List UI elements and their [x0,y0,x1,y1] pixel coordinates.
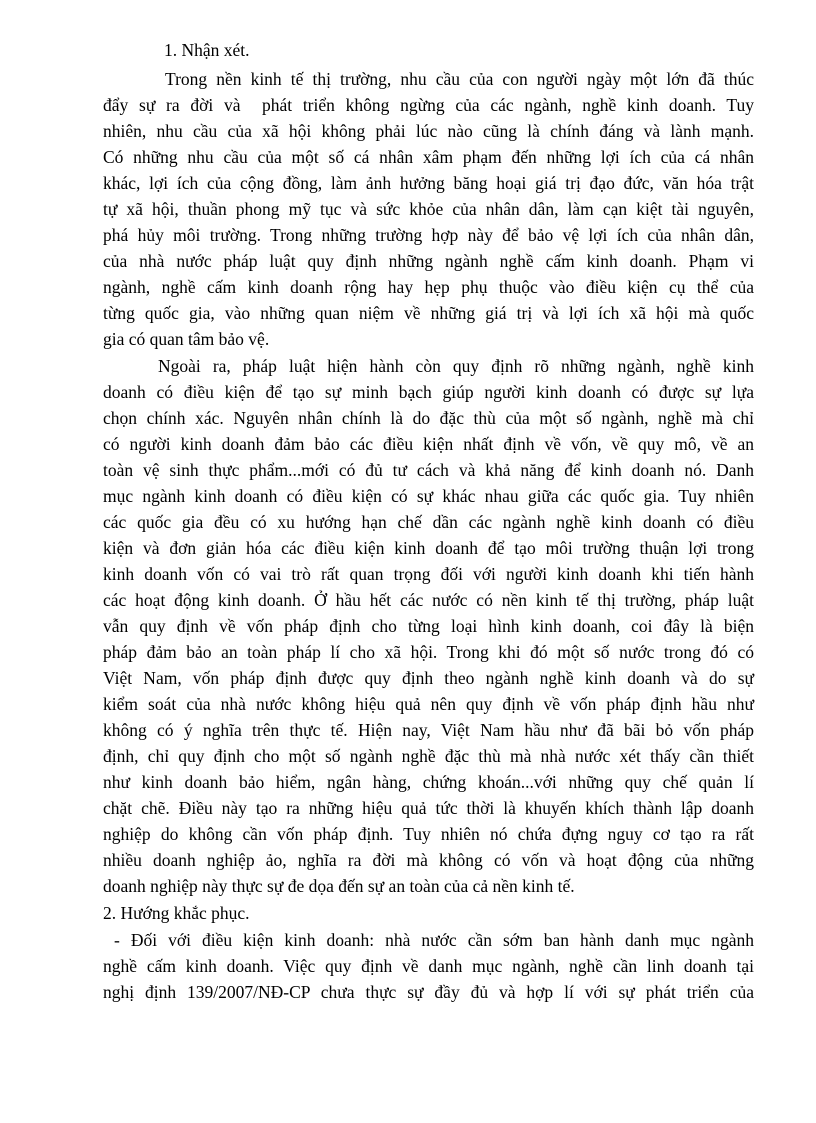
paragraph-line: nghị định 139/2007/NĐ-CP chưa thực sự đầy đủ và hợp lí với sự phát triển của [103,982,754,1002]
paragraph-line: phá hủy môi trường. Trong những trường hợp này để bảo vệ lợi ích của nhân dân, [103,225,754,245]
paragraph-line: Trong nền kinh tế thị trường, nhu cầu của con người ngày một lớn đã thúc [165,69,754,89]
paragraph-line: như kinh doanh bảo hiểm, ngân hàng, chứng khoán...với những quy chế quản lí [103,772,754,792]
paragraph-line: kinh doanh vốn có vai trò rất quan trọng đối với người kinh doanh khi tiến hành [103,564,754,584]
paragraph-line: doanh nghiệp này thực sự đe dọa đến sự an toàn của cả nền kinh tế. [103,876,575,896]
paragraph-line: kiện và đơn giản hóa các điều kiện kinh doanh để tạo môi trường thuận lợi trong [103,538,754,558]
paragraph-line: mục ngành kinh doanh có điều kiện có sự khác nhau giữa các quốc gia. Tuy nhiên [103,486,754,506]
section-heading: 1. Nhận xét. [164,40,250,60]
paragraph-line: các quốc gia đều có xu hướng hạn chế dần các ngành nghề kinh doanh có điều [103,512,754,532]
paragraph-line: của nhà nước pháp luật quy định những ngành nghề cấm kinh doanh. Phạm vi [103,251,754,271]
paragraph-line: tự xã hội, thuần phong mỹ tục và sức khỏe của nhân dân, làm cạn kiệt tài nguyên, [103,199,754,219]
section-heading: 2. Hướng khắc phục. [103,903,250,923]
paragraph-line: doanh có điều kiện để tạo sự minh bạch giúp người kinh doanh có được sự lựa [103,382,754,402]
paragraph-line: các hoạt động kinh doanh. Ở hầu hết các nước có nền kinh tế thị trường, pháp luật [103,590,754,610]
paragraph-line: - Đối với điều kiện kinh doanh: nhà nước cần sớm ban hành danh mục ngành [103,930,754,950]
paragraph-line: nhiều doanh nghiệp ảo, nghĩa ra đời mà không có vốn và hoạt động của những [103,850,754,870]
paragraph-line: toàn vệ sinh thực phẩm...mới có đủ tư cách và khả năng để kinh doanh nó. Danh [103,460,754,480]
paragraph-line: nghề cấm kinh doanh. Việc quy định về danh mục ngành, nghề cần linh doanh tại [103,956,754,976]
paragraph-line: định, chỉ quy định cho một số ngành nghề đặc thù mà nhà nước xét thấy cần thiết [103,746,754,766]
paragraph-line: chặt chẽ. Điều này tạo ra những hiệu quả tức thời là khuyến khích thành lập doanh [103,798,754,818]
paragraph-line: Việt Nam, vốn pháp định được quy định theo ngành nghề kinh doanh và do sự [103,668,754,688]
paragraph-line: ngành, nghề cấm kinh doanh rộng hay hẹp phụ thuộc vào điều kiện cụ thể của [103,277,754,297]
paragraph-line: đẩy sự ra đời và phát triển không ngừng của các ngành, nghề kinh doanh. Tuy [103,95,754,115]
paragraph-line: gia có quan tâm bảo vệ. [103,329,270,349]
paragraph-line: không có ý nghĩa trên thực tế. Hiện nay, Việt Nam hầu như đã bãi bỏ vốn pháp [103,720,754,740]
paragraph-line: nghiệp do không cần vốn pháp định. Tuy nhiên nó chứa đựng nguy cơ tạo ra rất [103,824,754,844]
paragraph-line: từng quốc gia, vào những quan niệm về những giá trị và lợi ích xã hội mà quốc [103,303,754,323]
paragraph-line: khác, lợi ích của cộng đồng, làm ảnh hưởng băng hoại giá trị đạo đức, văn hóa trật [103,173,754,193]
paragraph-line: pháp đảm bảo an toàn pháp lí cho xã hội. Trong khi đó một số nước trong đó có [103,642,754,662]
paragraph-line: nhiên, nhu cầu của xã hội không phải lúc nào cũng là chính đáng và lành mạnh. [103,121,754,141]
paragraph-line: Ngoài ra, pháp luật hiện hành còn quy định rõ những ngành, nghề kinh [158,356,754,376]
paragraph-line: chọn chính xác. Nguyên nhân chính là do đặc thù của một số ngành, nghề mà chỉ [103,408,754,428]
paragraph-line: kiểm soát của nhà nước không hiệu quả nên quy định về vốn pháp định hầu như [103,694,754,714]
paragraph-line: có người kinh doanh đảm bảo các điều kiện nhất định về vốn, về quy mô, về an [103,434,754,454]
paragraph-line: Có những nhu cầu của một số cá nhân xâm phạm đến những lợi ích của cá nhân [103,147,754,167]
paragraph-line: vẫn quy định về vốn pháp định cho từng loại hình kinh doanh, coi đây là biện [103,616,754,636]
